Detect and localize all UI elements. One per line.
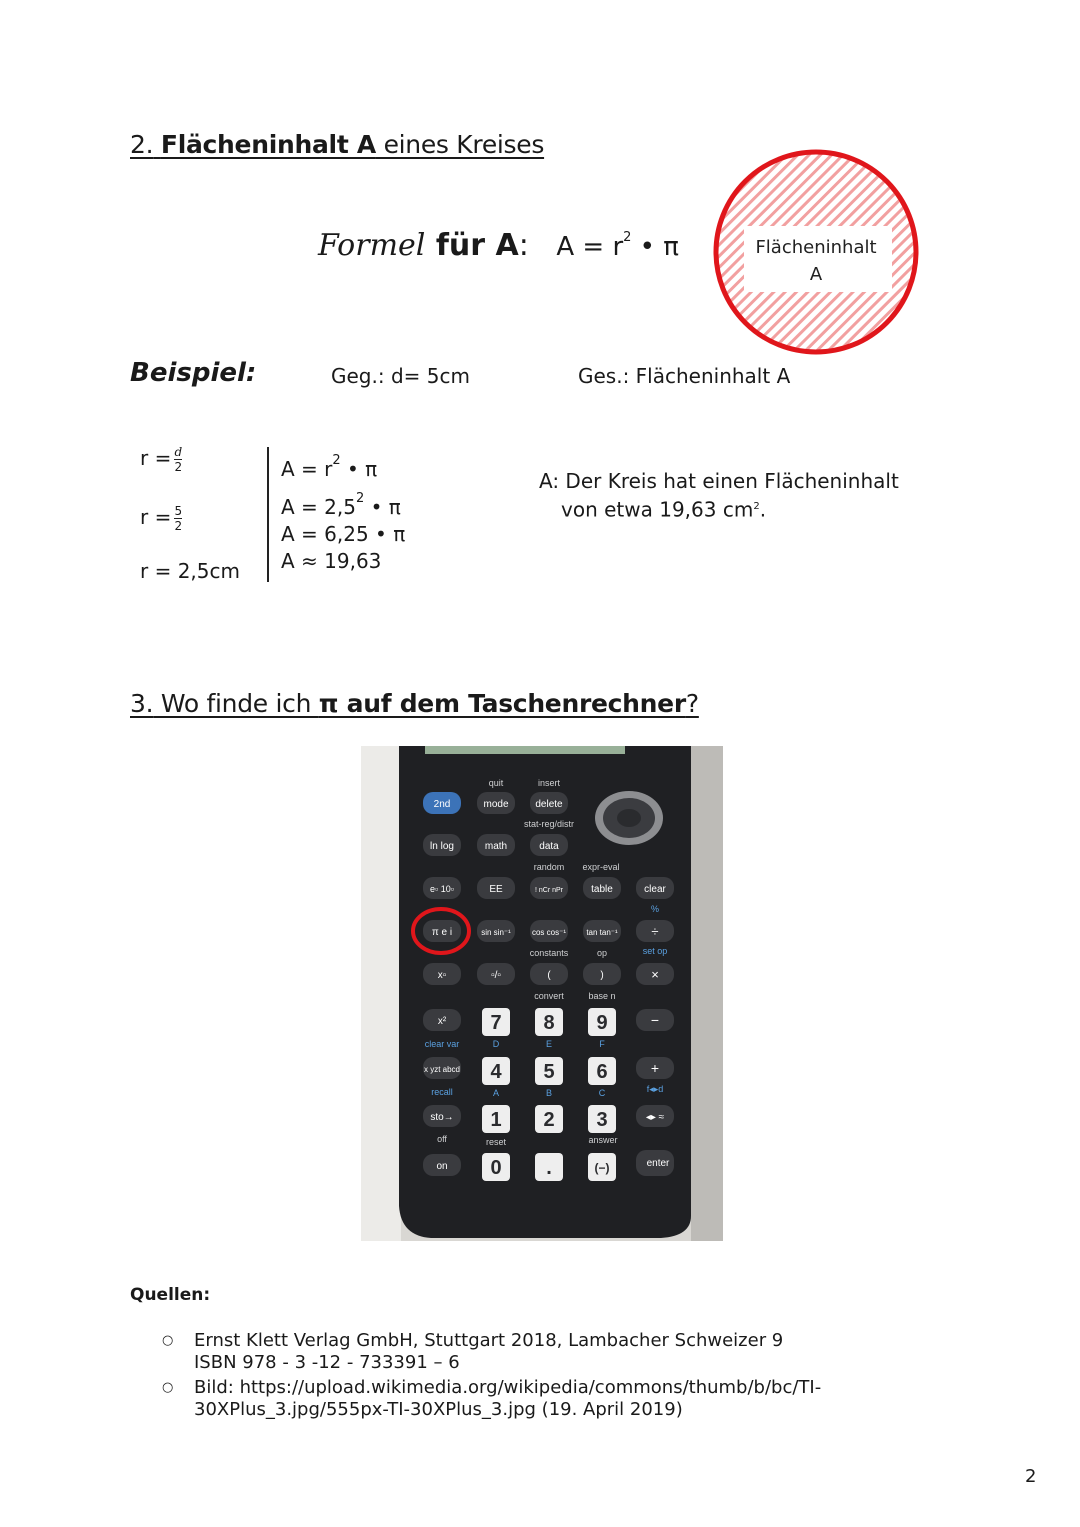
key-math-label: math	[484, 841, 508, 852]
r-line-1-fraction	[174, 446, 182, 473]
section-2-number: 2.	[130, 130, 154, 159]
calc-line-2-pi: • π	[364, 495, 401, 519]
key-tan-label: tan tan⁻¹	[586, 928, 618, 937]
r-line-2-num: 5	[174, 504, 183, 518]
key-3-label: 3	[596, 1109, 608, 1131]
circle-label	[712, 234, 920, 288]
formel-word: Formel	[318, 228, 426, 263]
key-store-label: sto→	[430, 1112, 454, 1123]
key-2nd-label: 2nd	[433, 799, 451, 810]
sub-f: F	[599, 1039, 605, 1049]
formel-colon: :	[518, 228, 529, 263]
key-mode-label: mode	[483, 799, 509, 810]
calc-line-1	[281, 453, 378, 481]
label-base-n: base n	[588, 991, 616, 1001]
label-recall: recall	[431, 1087, 453, 1097]
key-9-label: 9	[596, 1012, 608, 1034]
r-line-1-den: 2	[174, 460, 183, 474]
calculator-image	[361, 746, 723, 1241]
source-item-2	[162, 1377, 821, 1421]
sources-heading: Quellen:	[130, 1285, 211, 1305]
source-item-1	[162, 1330, 821, 1374]
label-set-op: set op	[642, 946, 668, 956]
calc-line-2	[281, 491, 401, 519]
key-delete-label: delete	[535, 799, 563, 810]
circle-label-line2: A	[809, 264, 823, 285]
key-4-label: 4	[490, 1061, 502, 1083]
r-line-1	[140, 446, 182, 473]
section-2-title-bold: Flächeninhalt A	[160, 130, 376, 159]
sub-b: B	[545, 1088, 553, 1098]
source-1-line-2: ISBN 978 - 3 -12 - 733391 – 6	[194, 1352, 460, 1373]
key-decimal-label: .	[546, 1157, 552, 1179]
key-fact-label: ! nCr nPr	[534, 887, 564, 894]
key-pi-label: π e i	[431, 927, 453, 938]
r-line-2-prefix: r =	[140, 505, 172, 529]
r-line-2-den: 2	[174, 519, 183, 533]
calc-line-1-exp: 2	[332, 453, 341, 469]
key-plus-label: +	[650, 1060, 660, 1076]
key-square-label: x²	[437, 1016, 447, 1027]
bullet-2: ○	[162, 1380, 174, 1395]
key-data-label: data	[539, 841, 559, 852]
page-number: 2	[1025, 1466, 1037, 1487]
sought: Ges.: Flächeninhalt A	[578, 364, 791, 388]
section-2-title-rest: eines Kreises	[375, 130, 545, 159]
calc-line-4: A ≈ 19,63	[281, 549, 382, 573]
formula-exp: 2	[623, 230, 632, 246]
label-insert: insert	[537, 778, 561, 788]
section-3-heading	[130, 689, 699, 718]
answer	[539, 468, 899, 523]
key-0-label: 0	[490, 1157, 502, 1179]
answer-exp: 2	[753, 501, 760, 512]
label-quit: quit	[488, 778, 504, 788]
answer-line-2	[539, 494, 899, 523]
section-3-title-rest: Wo finde ich	[153, 689, 319, 718]
label-percent: %	[650, 904, 660, 914]
answer-line-2-text: von etwa 19,63 cm	[561, 497, 754, 522]
key-fraction-label: ▫/▫	[491, 970, 501, 981]
key-on-label: on	[436, 1161, 448, 1172]
key-close-paren-label: )	[600, 970, 604, 981]
section-2-heading	[130, 130, 544, 159]
calc-line-1-text: A = r	[281, 457, 333, 481]
circle-label-line1: Flächeninhalt	[755, 237, 877, 258]
label-op: op	[596, 948, 608, 958]
divider-line	[267, 447, 269, 582]
sub-d: D	[492, 1039, 500, 1049]
sources-list	[162, 1330, 821, 1421]
section-3-number: 3.	[130, 689, 154, 718]
answer-end: .	[759, 497, 767, 522]
key-toggle-label: ◂▸ ≈	[645, 1112, 665, 1123]
key-divide-label: ÷	[651, 924, 659, 939]
calc-line-2-exp: 2	[355, 491, 365, 507]
label-off: off	[437, 1134, 447, 1144]
key-variable-label: x yzt abcd	[423, 1065, 461, 1074]
label-fd: f◂▸d	[646, 1084, 664, 1094]
example-label: Beispiel:	[130, 358, 257, 388]
section-3-title-end: ?	[685, 689, 699, 718]
key-multiply-label: ×	[651, 967, 659, 982]
formula-line	[318, 228, 679, 263]
key-1-label: 1	[490, 1109, 502, 1131]
answer-line-1: A: Der Kreis hat einen Flächeninhalt	[539, 469, 899, 493]
source-2-line-2: 30XPlus_3.jpg/555px-TI-30XPlus_3.jpg (19. April 2019)	[194, 1399, 683, 1420]
label-reset: reset	[485, 1137, 507, 1147]
key-ln-label: ln log	[430, 841, 454, 852]
key-table-label: table	[591, 884, 613, 895]
key-clear-label: clear	[644, 884, 666, 895]
formel-fuer: für A	[425, 228, 519, 263]
key-exp-label: e▫ 10▫	[430, 884, 454, 894]
key-7-label: 7	[490, 1012, 502, 1034]
calc-line-1-pi: • π	[340, 457, 378, 481]
label-convert: convert	[534, 991, 564, 1001]
r-line-3: r = 2,5cm	[140, 559, 240, 583]
key-ee-label: EE	[489, 884, 503, 895]
key-2-label: 2	[543, 1109, 555, 1131]
key-negative-label: (−)	[594, 1161, 610, 1175]
r-line-1-num: d	[174, 445, 183, 459]
label-stat: stat-reg/distr	[523, 819, 575, 829]
formula-text	[556, 232, 679, 262]
label-constants: constants	[529, 948, 569, 958]
label-random: random	[533, 862, 565, 872]
section-3-title-bold: π auf dem Taschenrechner	[318, 689, 686, 718]
given: Geg.: d= 5cm	[331, 364, 470, 388]
key-enter-label: enter	[646, 1158, 670, 1169]
key-open-paren-label: (	[547, 970, 551, 981]
r-line-1-prefix: r =	[140, 446, 172, 470]
sub-a: A	[492, 1088, 500, 1098]
key-sin-label: sin sin⁻¹	[481, 928, 511, 937]
key-minus-label: −	[650, 1012, 660, 1028]
key-8-label: 8	[543, 1012, 555, 1034]
label-expr-eval: expr-eval	[582, 862, 620, 872]
formula-a: A = r	[556, 232, 624, 262]
circle-illustration	[712, 148, 920, 356]
source-2-line-1[interactable]: Bild: https://upload.wikimedia.org/wikipedia/commons/thumb/b/bc/TI-	[194, 1377, 822, 1398]
r-line-2-fraction	[174, 505, 182, 532]
formula-pi: • π	[631, 232, 679, 262]
key-cos-label: cos cos⁻¹	[531, 928, 567, 937]
r-line-2	[140, 505, 182, 532]
key-5-label: 5	[543, 1061, 555, 1083]
key-6-label: 6	[596, 1061, 608, 1083]
calc-line-3: A = 6,25 • π	[281, 522, 406, 546]
calc-line-2-text: A = 2,5	[281, 495, 356, 519]
label-answer: answer	[588, 1135, 618, 1145]
bullet-1: ○	[162, 1333, 174, 1348]
sub-e: E	[545, 1039, 553, 1049]
key-power-label: x▫	[437, 970, 447, 981]
sub-c: C	[598, 1088, 606, 1098]
source-1-line-1: Ernst Klett Verlag GmbH, Stuttgart 2018, Lambacher Schweizer 9	[194, 1330, 784, 1351]
label-clear-var: clear var	[424, 1039, 460, 1049]
